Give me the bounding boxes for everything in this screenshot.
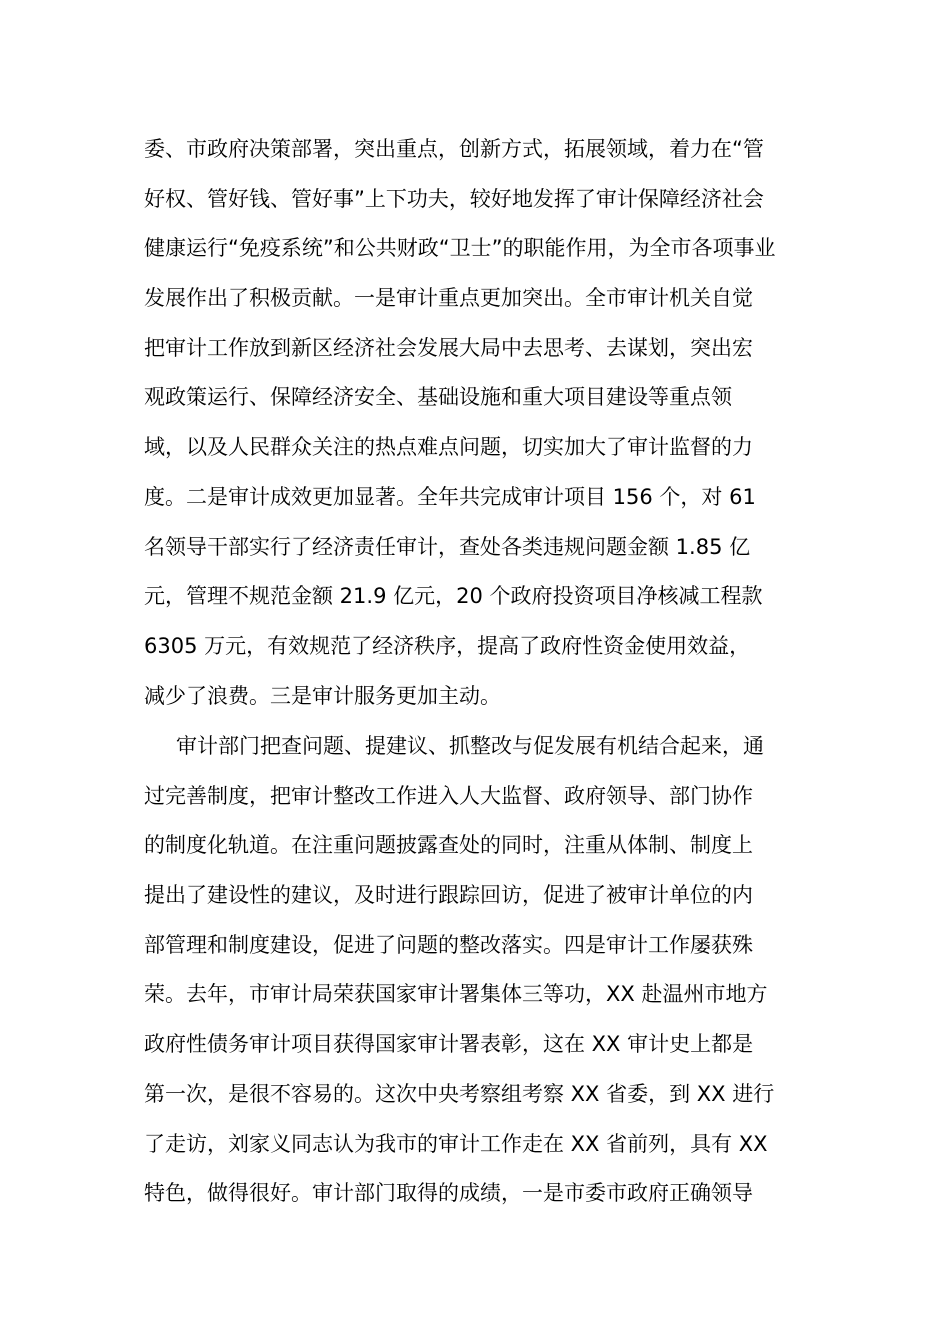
text-line: 部管理和制度建设，促进了问题的整改落实。四是审计工作屡获殊 (144, 932, 753, 957)
text-line-indented: 审计部门把查问题、提建议、抓整改与促发展有机结合起来，通 (176, 734, 764, 758)
text-line: 域，以及人民群众关注的热点难点问题，切实加大了审计监督的力 (144, 435, 753, 460)
text-line: 特色，做得很好。审计部门取得的成绩，一是市委市政府正确领导 (144, 1181, 753, 1206)
paragraph-1 (144, 125, 808, 721)
text-line: 减少了浪费。三是审计服务更加主动。 (144, 683, 501, 708)
text-line: 元，管理不规范金额 21.9 亿元，20 个政府投资项目净核减工程款 (144, 584, 763, 609)
paragraph-2 (144, 722, 808, 1219)
text-line: 过完善制度，把审计整改工作进入人大监督、政府领导、部门协作 (144, 783, 753, 808)
text-line: 度。二是审计成效更加显著。全年共完成审计项目 156 个，对 61 (144, 484, 756, 509)
text-line: 发展作出了积极贡献。一是审计重点更加突出。全市审计机关自觉 (144, 286, 753, 311)
text-line: 名领导干部实行了经济责任审计，查处各类违规问题金额 1.85 亿 (144, 534, 751, 559)
text-line: 的制度化轨道。在注重问题披露查处的同时，注重从体制、制度上 (144, 833, 753, 858)
text-line: 把审计工作放到新区经济社会发展大局中去思考、去谋划，突出宏 (144, 335, 753, 360)
text-line: 了走访，刘家义同志认为我市的审计工作走在 XX 省前列，具有 XX (144, 1131, 768, 1156)
text-line: 政府性债务审计项目获得国家审计署表彰，这在 XX 审计史上都是 (144, 1032, 754, 1057)
text-line: 第一次，是很不容易的。这次中央考察组考察 XX 省委，到 XX 进行 (144, 1081, 775, 1106)
text-line: 6305 万元，有效规范了经济秩序，提高了政府性资金使用效益， (144, 633, 751, 658)
text-line: 提出了建设性的建议，及时进行跟踪回访，促进了被审计单位的内 (144, 883, 753, 908)
text-line: 观政策运行、保障经济安全、基础设施和重大项目建设等重点领 (144, 385, 732, 410)
text-line: 荣。去年，市审计局荣获国家审计署集体三等功，XX 赴温州市地方 (144, 982, 768, 1007)
text-line: 健康运行“免疫系统”和公共财政“卫士”的职能作用，为全市各项事业 (144, 236, 776, 261)
text-line: 委、市政府决策部署，突出重点，创新方式，拓展领域，着力在“管 (144, 137, 764, 161)
text-line: 好权、管好钱、管好事”上下功夫，较好地发挥了审计保障经济社会 (144, 186, 764, 211)
